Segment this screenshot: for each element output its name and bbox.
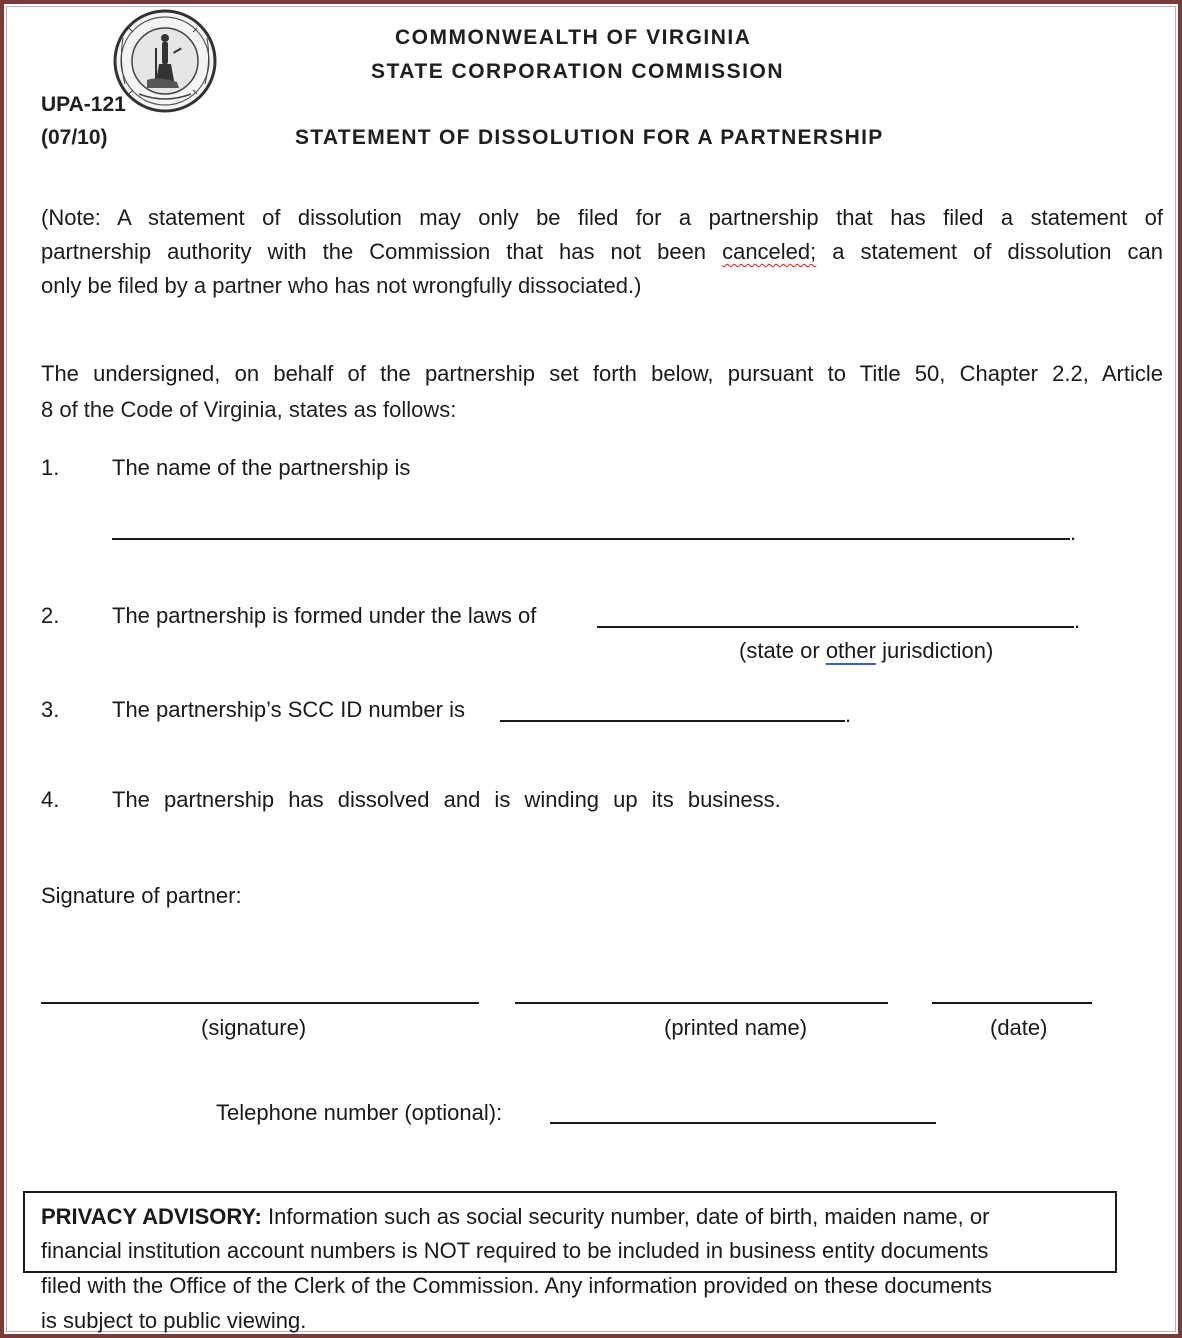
item-2-text: The partnership is formed under the laws of — [112, 603, 537, 628]
signature-field[interactable] — [41, 1002, 479, 1004]
item-3-text: The partnership’s SCC ID number is — [112, 697, 465, 722]
note-line-1: (Note: A statement of dissolution may only be filed for a partnership that has filed a statement of — [41, 205, 1163, 230]
intro-line-1: The undersigned, on behalf of the partnership set forth below, pursuant to Title 50, Chapter 2.2, Article — [41, 361, 1163, 386]
header-line-commission: STATE CORPORATION COMMISSION — [371, 60, 784, 83]
signature-label: Signature of partner: — [41, 883, 242, 908]
note-line-3: only be filed by a partner who has not wrongfully dissociated.) — [41, 273, 642, 298]
item-1-period: . — [1070, 520, 1077, 545]
note-line-2-tail: a statement of dissolution can — [832, 239, 1163, 264]
item-1-number: 1. — [41, 455, 60, 480]
jurisdiction-caption-post: jurisdiction) — [875, 638, 994, 663]
form-revision-date: (07/10) — [41, 126, 108, 149]
telephone-label: Telephone number (optional): — [216, 1100, 503, 1125]
privacy-line-2: financial institution account numbers is NOT required to be included in business entity documents — [41, 1238, 989, 1263]
item-2-number: 2. — [41, 603, 60, 628]
date-field[interactable] — [932, 1002, 1092, 1004]
intro-line-2: 8 of the Code of Virginia, states as follows: — [41, 397, 457, 422]
jurisdiction-caption-pre: (state or — [739, 638, 826, 663]
printed-name-field[interactable] — [515, 1002, 888, 1004]
signature-caption: (signature) — [201, 1015, 307, 1040]
privacy-label: PRIVACY ADVISORY: — [41, 1204, 262, 1229]
partnership-name-field[interactable] — [112, 538, 1070, 540]
date-caption: (date) — [990, 1015, 1048, 1040]
item-2-period: . — [1074, 608, 1081, 633]
form-number: UPA-121 — [41, 93, 126, 116]
grammar-flagged-word[interactable]: other — [825, 638, 876, 663]
scc-id-field[interactable] — [500, 720, 845, 722]
jurisdiction-field[interactable] — [597, 626, 1074, 628]
jurisdiction-caption — [739, 638, 993, 664]
privacy-line-1 — [41, 1204, 989, 1230]
privacy-line-4: is subject to public viewing. — [41, 1308, 307, 1333]
spellcheck-flagged-word[interactable]: canceled; — [722, 239, 817, 264]
privacy-line-1-text: Information such as social security number, date of birth, maiden name, or — [267, 1204, 990, 1229]
item-3-period: . — [845, 702, 852, 727]
item-3-number: 3. — [41, 697, 60, 722]
item-4-number: 4. — [41, 787, 60, 812]
note-line-2-text: partnership authority with the Commission that has not been — [41, 239, 707, 264]
document-title: STATEMENT OF DISSOLUTION FOR A PARTNERSHIP — [295, 126, 884, 149]
item-1-text: The name of the partnership is — [112, 455, 411, 480]
header-line-commonwealth: COMMONWEALTH OF VIRGINIA — [395, 26, 752, 49]
telephone-field[interactable] — [550, 1122, 936, 1124]
privacy-line-3: filed with the Office of the Clerk of the Commission. Any information provided on these documents — [41, 1273, 992, 1298]
printed-name-caption: (printed name) — [664, 1015, 808, 1040]
note-line-2 — [41, 235, 1163, 269]
item-4-text: The partnership has dissolved and is winding up its business. — [112, 787, 781, 812]
